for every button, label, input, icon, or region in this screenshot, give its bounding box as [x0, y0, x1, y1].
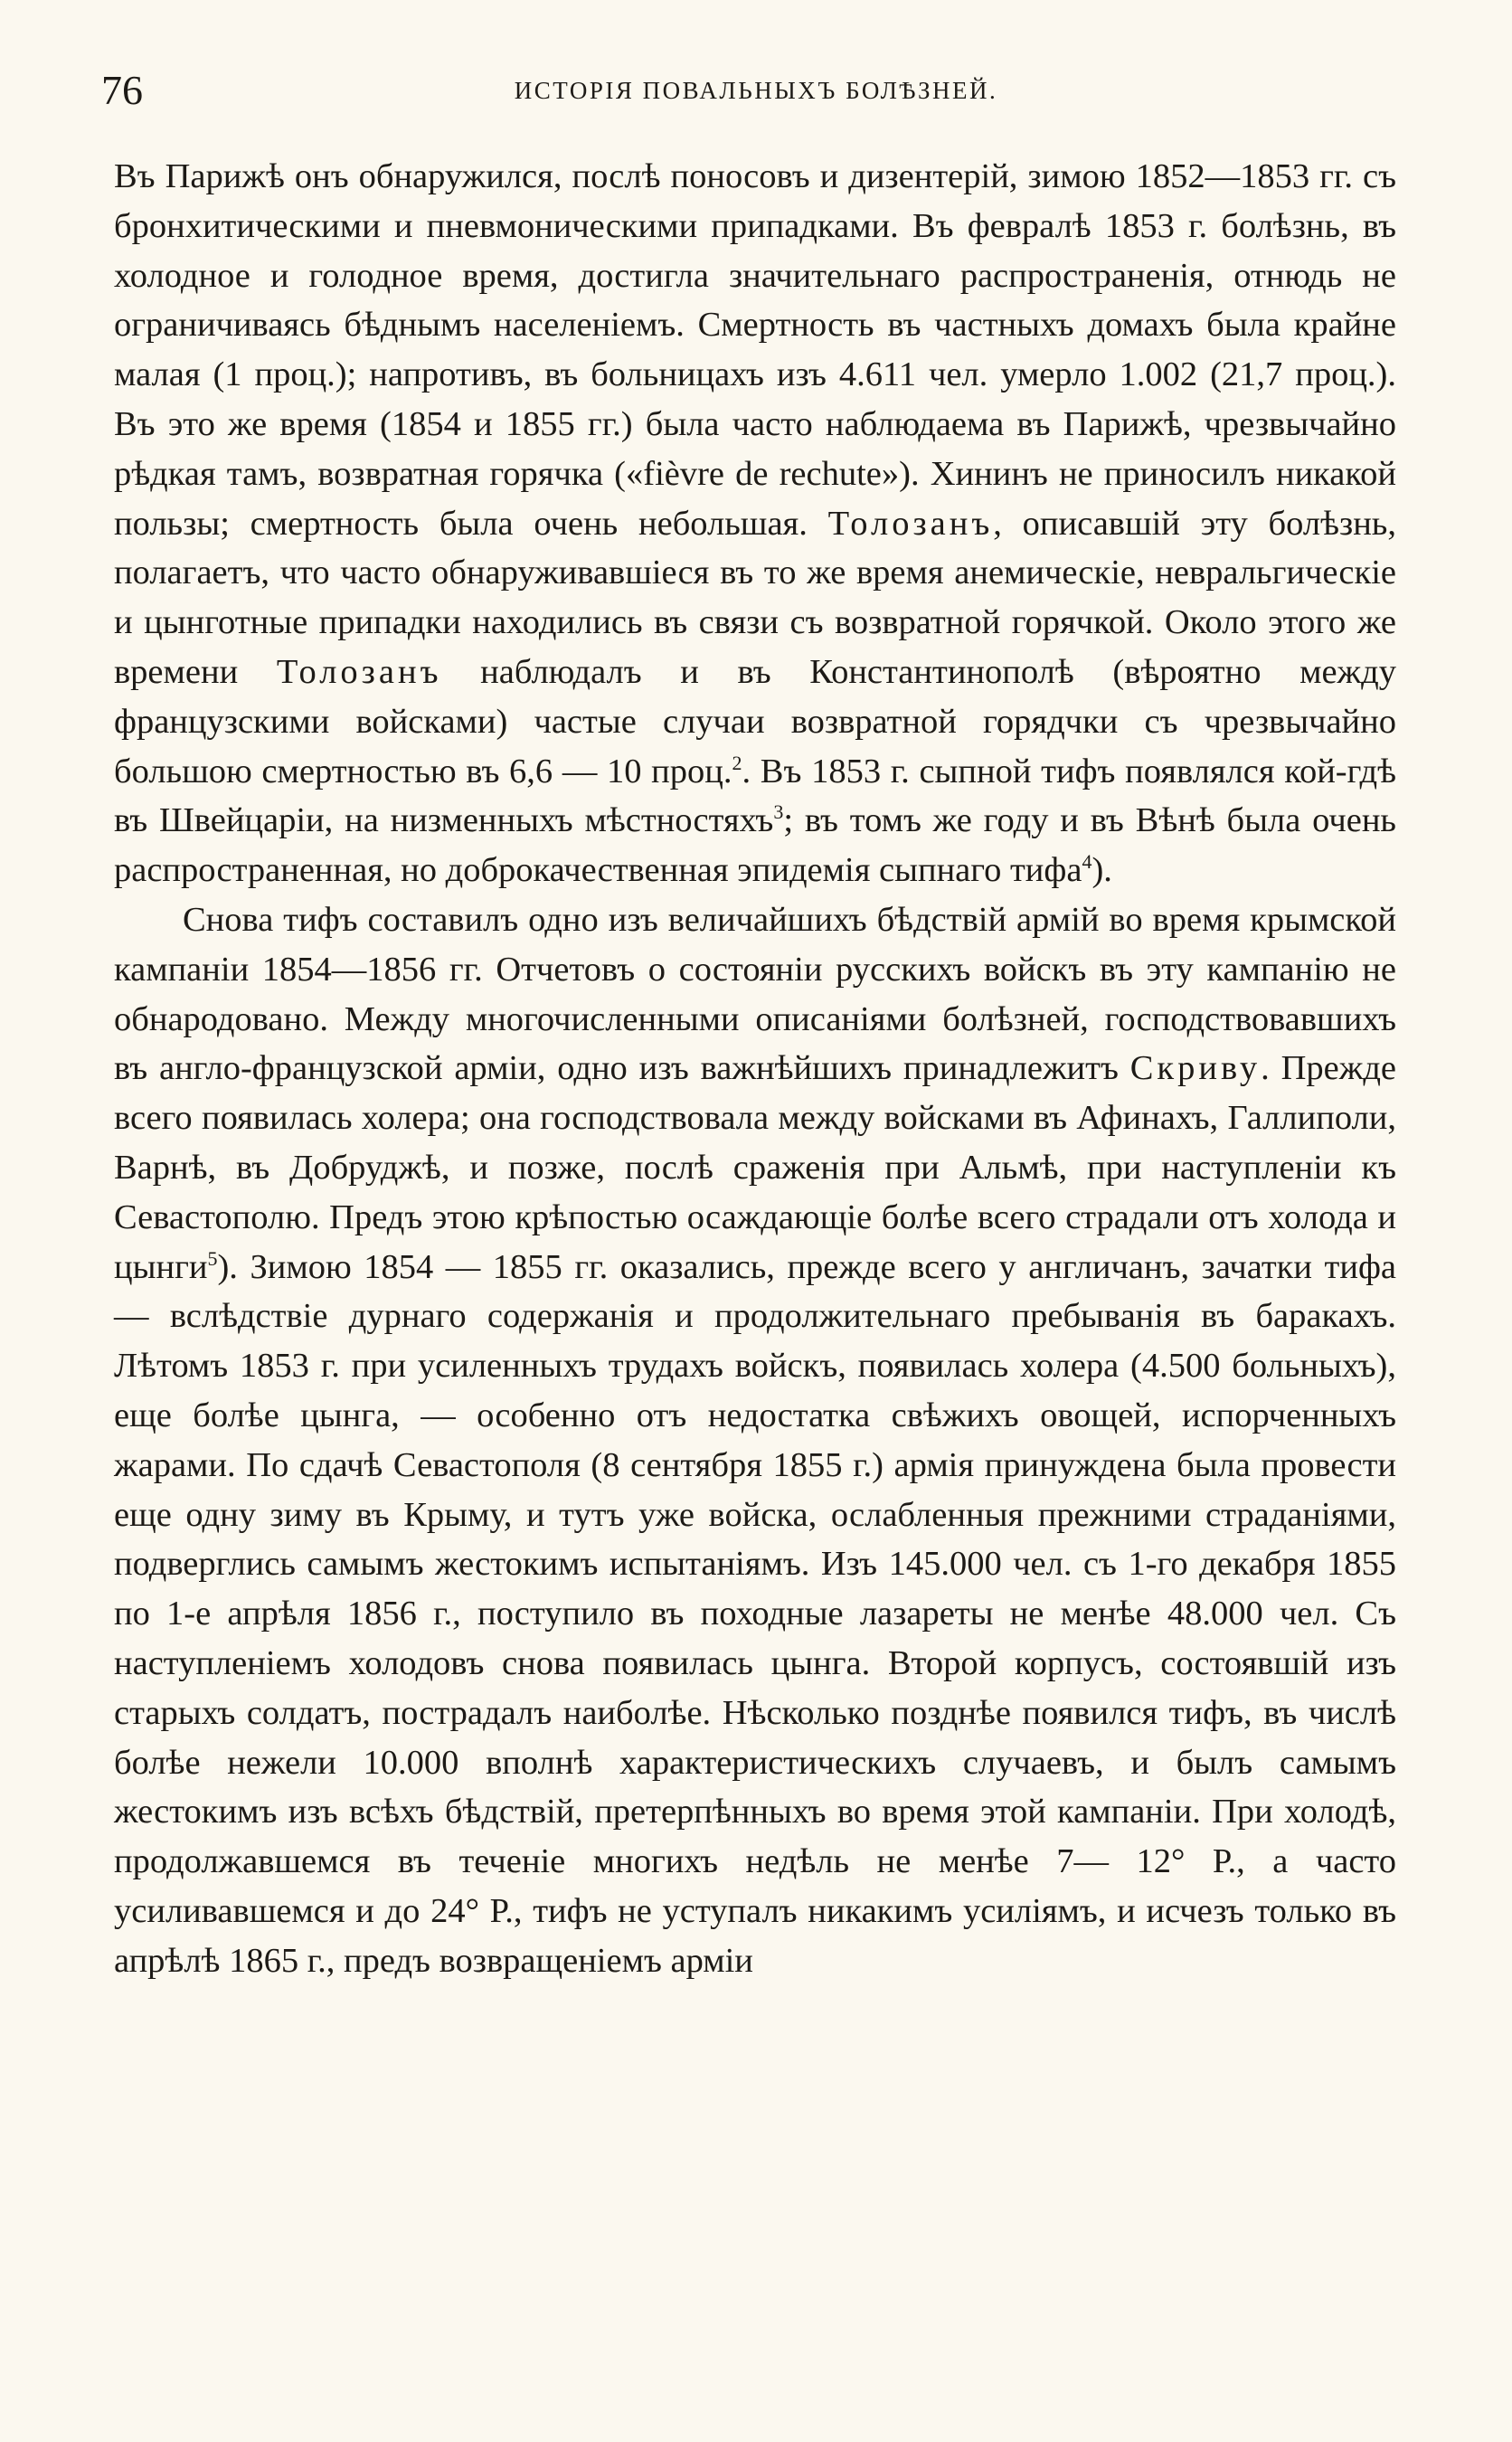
footnote-ref: 4	[1082, 850, 1092, 874]
paragraph-paris-epidemic	[114, 152, 1396, 895]
footnote-ref: 5	[207, 1246, 218, 1270]
paragraph-crimean-campaign	[114, 895, 1396, 1986]
footnote-ref: 3	[773, 800, 784, 824]
page-body	[114, 152, 1396, 1985]
text-run: Въ Парижѣ онъ обнаружился, послѣ поносовъ и дизентерій, зимою 1852—1853 гг. съ бронхитическими и пневмоническими припадками. Въ февралѣ 1853 г. болѣзнь, въ холодное и голодное время, достигла значительнаго распространенія, отнюдь не ограничиваясь бѣднымъ населеніемъ. Смертность въ частныхъ домахъ была крайне малая (1 проц.); напротивъ, въ больницахъ изъ 4.611 чел. умерло 1.002 (21,7 проц.). Въ это же время (1854 и 1855 гг.) была часто наблюдаема въ Парижѣ, чрезвычайно рѣдкая тамъ, возвратная горячка («fièvre de rechute»). Хининъ не приносилъ никакой пользы; смертность была очень небольшая.	[114, 157, 1396, 543]
footnote-ref: 2	[732, 751, 742, 774]
page-header	[101, 63, 1411, 118]
page-number: 76	[101, 67, 143, 113]
author-name-tolozan: Толозанъ	[276, 652, 442, 691]
text-run: . Въ 1853 г. сыпной тифъ появлялся кой-гдѣ въ Швейцаріи, на низменныхъ мѣстностяхъ	[114, 752, 1396, 840]
text-run: Снова тифъ составилъ одно изъ величайшихъ бѣдствій армій во время крымской кампаніи 1854—1856 гг. Отчетовъ о состояніи русскихъ войскъ въ эту кампанію не обнародовано. Между многочисленными описаніями болѣзней, господствовавшихъ въ англо-французской арміи, одно изъ важнѣйшихъ принадлежитъ	[114, 900, 1396, 1088]
text-run: ). Зимою 1854 — 1855 гг. оказались, прежде всего у англичанъ, зачатки тифа — вслѣдствіе дурнаго содержанія и продолжительнаго пребыванія въ баракахъ. Лѣтомъ 1853 г. при усиленныхъ трудахъ войскъ, появилась холера (4.500 больныхъ), еще болѣе цынга, — особенно отъ недостатка свѣжихъ овощей, испорченныхъ жарами. По сдачѣ Севастополя (8 сентября 1855 г.) армія принуждена была провести еще одну зиму въ Крыму, и тутъ уже войска, ослабленныя прежними страданіями, подверглись самымъ жестокимъ испытаніямъ. Изъ 145.000 чел. съ 1-го декабря 1855 по 1-е апрѣля 1856 г., поступило въ походные лазареты не менѣе 48.000 чел. Съ наступленіемъ холодовъ снова появилась цынга. Второй корпусъ, состоявшій изъ старыхъ солдатъ, пострадалъ наиболѣе. Нѣсколько позднѣе появился тифъ, въ числѣ болѣе нежели 10.000 вполнѣ характеристическихъ случаевъ, и былъ самымъ жестокимъ изъ всѣхъ бѣдствій, претерпѣнныхъ во время этой кампаніи. При холодѣ, продолжавшемся въ теченіе многихъ недѣль не менѣе 7— 12° Р., а часто усиливавшемся и до 24° Р., тифъ не уступалъ никакимъ усиліямъ, и исчезъ только въ апрѣлѣ 1865 г., предъ возвращеніемъ арміи	[114, 1247, 1396, 1980]
text-run: ).	[1091, 851, 1112, 890]
running-title: ИСТОРІЯ ПОВАЛЬНЫХЪ БОЛѢЗНЕЙ.	[514, 77, 998, 104]
author-name-scrive: Скриву	[1129, 1049, 1262, 1088]
text-run: наблюдалъ и въ Константинополѣ (вѣроятно между французскими войсками) частые случаи возвратной горядчки съ чрезвычайно большою смертностью въ 6,6 — 10 проц.	[114, 652, 1396, 790]
text-run: . Прежде всего появилась холера; она господствовала между войсками въ Афинахъ, Галлиполи, Варнѣ, въ Добруджѣ, и позже, послѣ сраженія при Альмѣ, при наступленіи къ Севастополю. Предъ этою крѣпостью осаждающіе болѣе всего страдали отъ холода и цынги	[114, 1049, 1397, 1286]
text-run: , описавшій эту болѣзнь, полагаетъ, что часто обнаруживавшіеся въ то же время анемическіе, невральгическіе и цынготные припадки находились въ связи съ возвратной горячкой. Около этого же времени	[114, 504, 1396, 691]
author-name-tolozan: Толозанъ	[827, 504, 994, 543]
text-run: ; въ томъ же году и въ Вѣнѣ была очень распространенная, но доброкачественная эпидемія сыпнаго тифа	[114, 801, 1396, 890]
